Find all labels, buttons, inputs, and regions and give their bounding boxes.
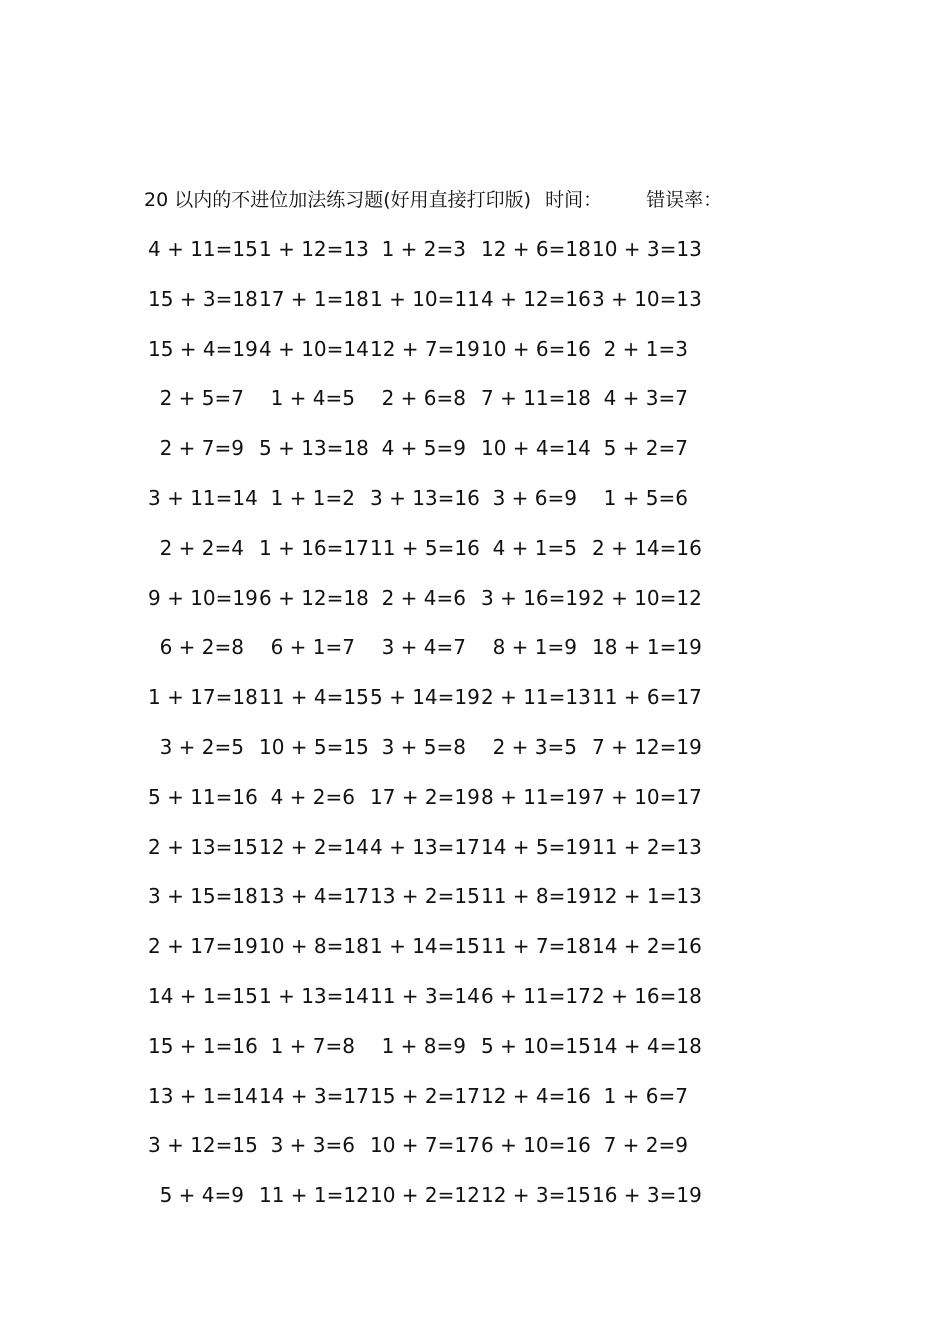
addition-problem: 4 + 10=14 <box>259 336 369 361</box>
addition-problem: 2 + 6=8 <box>381 386 466 411</box>
addition-problem: 11 + 5=16 <box>370 535 480 560</box>
addition-problem: 3 + 3=6 <box>270 1133 355 1158</box>
addition-problem: 2 + 7=9 <box>159 436 244 461</box>
addition-problem: 7 + 11=18 <box>481 386 591 411</box>
addition-problem: 17 + 2=19 <box>370 784 480 809</box>
problem-row <box>148 583 708 633</box>
addition-problem: 10 + 3=13 <box>592 237 702 261</box>
addition-problem: 11 + 7=18 <box>481 934 591 959</box>
addition-problem: 1 + 17=18 <box>148 685 258 710</box>
addition-problem: 14 + 5=19 <box>481 834 591 859</box>
addition-problem: 2 + 16=18 <box>592 983 702 1008</box>
addition-problem: 2 + 14=16 <box>592 535 702 560</box>
problem-row <box>148 1130 708 1180</box>
addition-problem: 14 + 1=15 <box>148 983 258 1008</box>
addition-problem: 16 + 3=19 <box>592 1183 702 1208</box>
addition-problem: 11 + 2=13 <box>592 834 702 859</box>
addition-problem: 1 + 5=6 <box>603 485 688 510</box>
problem-row <box>148 1031 708 1081</box>
addition-problem: 3 + 4=7 <box>381 635 466 660</box>
addition-problem: 3 + 11=14 <box>148 485 258 510</box>
addition-problem: 5 + 4=9 <box>159 1183 244 1208</box>
addition-problem: 5 + 11=16 <box>148 784 258 809</box>
addition-problem: 1 + 2=3 <box>381 237 466 261</box>
time-label: 时间： <box>545 189 603 211</box>
worksheet-header <box>144 186 722 214</box>
addition-problem: 2 + 5=7 <box>159 386 244 411</box>
addition-problem: 1 + 1=2 <box>270 485 355 510</box>
addition-problem: 2 + 13=15 <box>148 834 258 859</box>
addition-problem: 15 + 1=16 <box>148 1033 258 1058</box>
addition-problem: 2 + 2=4 <box>159 535 244 560</box>
addition-problem: 6 + 10=16 <box>481 1133 591 1158</box>
addition-problem: 6 + 12=18 <box>259 585 369 610</box>
addition-problem: 12 + 4=16 <box>481 1083 591 1108</box>
problem-row <box>148 433 708 483</box>
addition-problem: 17 + 1=18 <box>259 286 369 311</box>
addition-problem: 6 + 11=17 <box>481 983 591 1008</box>
problem-row <box>148 533 708 583</box>
worksheet-title: 20 以内的不进位加法练习题(好用直接打印版) <box>144 189 532 211</box>
problem-grid <box>148 234 708 1230</box>
addition-problem: 11 + 6=17 <box>592 685 702 710</box>
addition-problem: 8 + 1=9 <box>492 635 577 660</box>
addition-problem: 2 + 11=13 <box>481 685 591 710</box>
problem-row <box>148 284 708 334</box>
addition-problem: 6 + 2=8 <box>159 635 244 660</box>
problem-row <box>148 334 708 384</box>
addition-problem: 3 + 16=19 <box>481 585 591 610</box>
addition-problem: 12 + 3=15 <box>481 1183 591 1208</box>
problem-row <box>148 782 708 832</box>
addition-problem: 13 + 1=14 <box>148 1083 258 1108</box>
addition-problem: 13 + 4=17 <box>259 884 369 909</box>
addition-problem: 2 + 17=19 <box>148 934 258 959</box>
addition-problem: 18 + 1=19 <box>592 635 702 660</box>
addition-problem: 5 + 2=7 <box>603 436 688 461</box>
addition-problem: 1 + 10=11 <box>370 286 480 311</box>
addition-problem: 1 + 6=7 <box>603 1083 688 1108</box>
addition-problem: 15 + 2=17 <box>370 1083 480 1108</box>
problem-row <box>148 383 708 433</box>
addition-problem: 1 + 14=15 <box>370 934 480 959</box>
addition-problem: 11 + 8=19 <box>481 884 591 909</box>
addition-problem: 11 + 1=12 <box>259 1183 369 1208</box>
addition-problem: 10 + 5=15 <box>259 734 369 759</box>
problem-row <box>148 483 708 533</box>
problem-row <box>148 881 708 931</box>
addition-problem: 1 + 8=9 <box>381 1033 466 1058</box>
addition-problem: 15 + 4=19 <box>148 336 258 361</box>
addition-problem: 2 + 10=12 <box>592 585 702 610</box>
problem-row <box>148 234 708 284</box>
addition-problem: 10 + 8=18 <box>259 934 369 959</box>
addition-problem: 1 + 4=5 <box>270 386 355 411</box>
addition-problem: 14 + 4=18 <box>592 1033 702 1058</box>
addition-problem: 2 + 1=3 <box>603 336 688 361</box>
addition-problem: 4 + 12=16 <box>481 286 591 311</box>
problem-row <box>148 981 708 1031</box>
addition-problem: 3 + 15=18 <box>148 884 258 909</box>
addition-problem: 3 + 12=15 <box>148 1133 258 1158</box>
addition-problem: 4 + 3=7 <box>603 386 688 411</box>
addition-problem: 4 + 1=5 <box>492 535 577 560</box>
addition-problem: 1 + 7=8 <box>270 1033 355 1058</box>
addition-problem: 10 + 6=16 <box>481 336 591 361</box>
addition-problem: 12 + 7=19 <box>370 336 480 361</box>
addition-problem: 7 + 2=9 <box>603 1133 688 1158</box>
addition-problem: 3 + 5=8 <box>381 734 466 759</box>
addition-problem: 4 + 11=15 <box>148 237 258 261</box>
addition-problem: 2 + 3=5 <box>492 734 577 759</box>
problem-row <box>148 1081 708 1131</box>
addition-problem: 7 + 12=19 <box>592 734 702 759</box>
addition-problem: 5 + 14=19 <box>370 685 480 710</box>
addition-problem: 15 + 3=18 <box>148 286 258 311</box>
addition-problem: 10 + 2=12 <box>370 1183 480 1208</box>
addition-problem: 8 + 11=19 <box>481 784 591 809</box>
addition-problem: 7 + 10=17 <box>592 784 702 809</box>
addition-problem: 4 + 5=9 <box>381 436 466 461</box>
addition-problem: 12 + 1=13 <box>592 884 702 909</box>
problem-row <box>148 1180 708 1230</box>
addition-problem: 11 + 3=14 <box>370 983 480 1008</box>
error-rate-label: 错误率： <box>646 189 723 211</box>
problem-row <box>148 832 708 882</box>
addition-problem: 3 + 10=13 <box>592 286 702 311</box>
addition-problem: 14 + 2=16 <box>592 934 702 959</box>
addition-problem: 3 + 13=16 <box>370 485 480 510</box>
addition-problem: 10 + 7=17 <box>370 1133 480 1158</box>
problem-row <box>148 632 708 682</box>
addition-problem: 12 + 2=14 <box>259 834 369 859</box>
problem-row <box>148 931 708 981</box>
addition-problem: 4 + 2=6 <box>270 784 355 809</box>
addition-problem: 3 + 2=5 <box>159 734 244 759</box>
addition-problem: 11 + 4=15 <box>259 685 369 710</box>
addition-problem: 2 + 4=6 <box>381 585 466 610</box>
problem-row <box>148 682 708 732</box>
addition-problem: 14 + 3=17 <box>259 1083 369 1108</box>
addition-problem: 5 + 10=15 <box>481 1033 591 1058</box>
addition-problem: 10 + 4=14 <box>481 436 591 461</box>
addition-problem: 1 + 12=13 <box>259 237 369 261</box>
addition-problem: 13 + 2=15 <box>370 884 480 909</box>
addition-problem: 6 + 1=7 <box>270 635 355 660</box>
addition-problem: 12 + 6=18 <box>481 237 591 261</box>
addition-problem: 5 + 13=18 <box>259 436 369 461</box>
addition-problem: 1 + 13=14 <box>259 983 369 1008</box>
addition-problem: 1 + 16=17 <box>259 535 369 560</box>
addition-problem: 4 + 13=17 <box>370 834 480 859</box>
addition-problem: 3 + 6=9 <box>492 485 577 510</box>
addition-problem: 9 + 10=19 <box>148 585 258 610</box>
problem-row <box>148 732 708 782</box>
